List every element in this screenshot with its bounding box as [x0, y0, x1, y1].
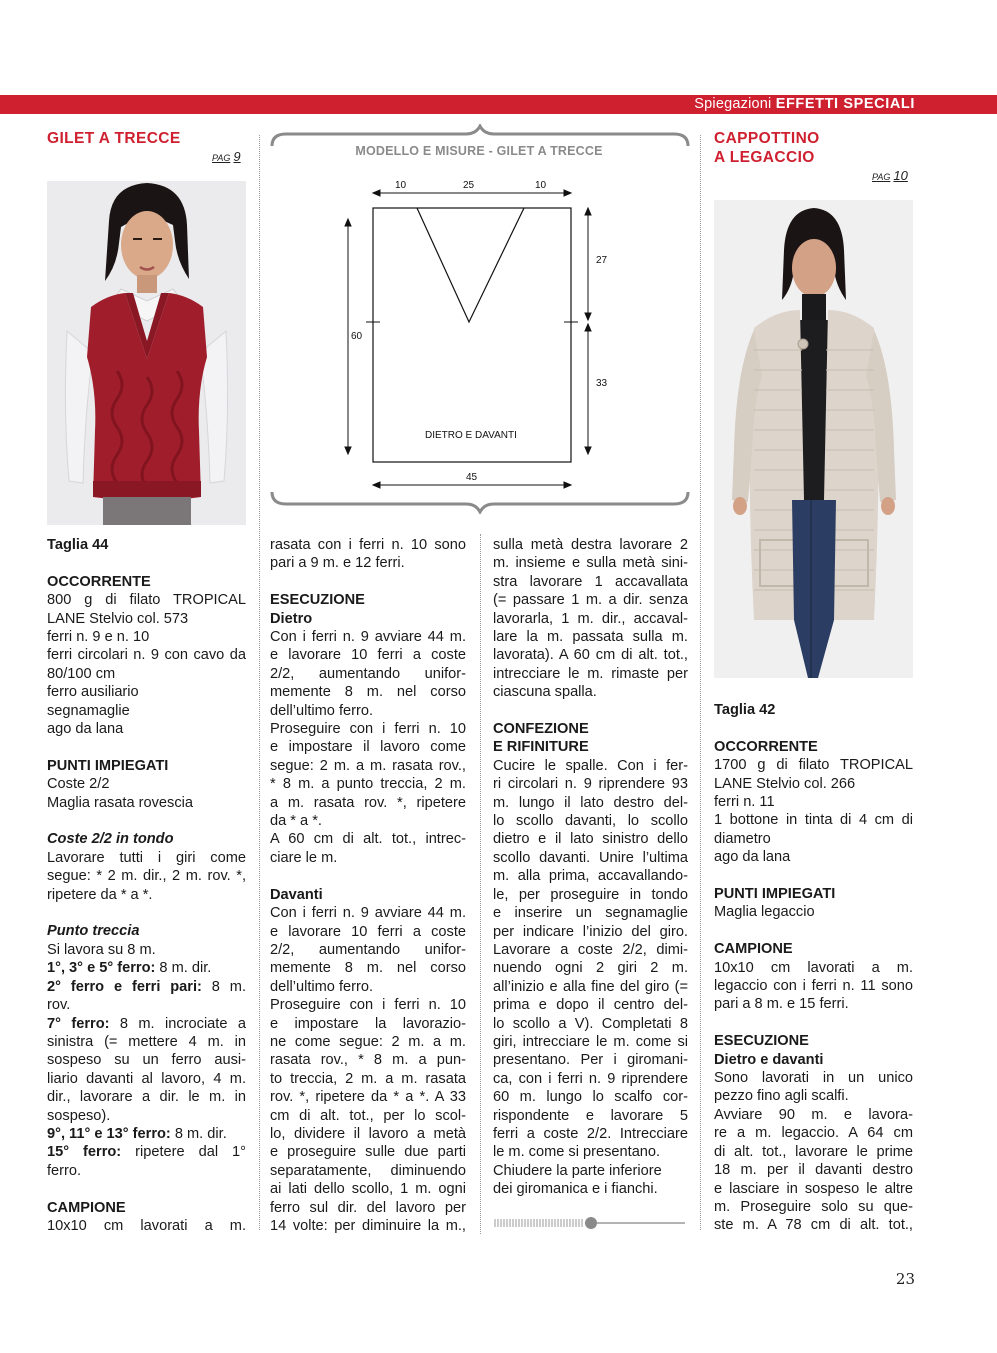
text-line: Lavorare a coste 2/2, dimi-	[493, 941, 688, 958]
text-line: 14 volte: per diminuire la m.,	[270, 1218, 466, 1234]
text-line: OCCORRENTE	[47, 573, 151, 590]
text-line: PUNTI IMPIEGATI	[47, 757, 169, 774]
text-line: Coste 2/2 in tondo	[47, 831, 174, 848]
column-divider	[480, 534, 481, 1234]
text-line: pari a 8 m. e 15 ferri.	[714, 996, 849, 1013]
text-line: da * a *.	[270, 813, 322, 830]
text-line: ai lati dello scollo, 1 m. ogni	[270, 1181, 466, 1198]
section-header-bar	[0, 95, 997, 114]
dim-top-center: 25	[463, 180, 475, 191]
text-line: Con i ferri n. 9 avviare 44 m.	[270, 629, 466, 646]
text-line: 2/2, aumentando unifor-	[270, 665, 466, 682]
text-line: per indicare l’inizio del giro.	[493, 923, 688, 940]
text-line: di alt. tot., lavorare le prime	[714, 1143, 913, 1160]
spacer	[47, 738, 246, 756]
text-line: memente 8 m. nel corso	[270, 960, 466, 977]
text-line: dell’ultimo ferro.	[270, 978, 374, 995]
vest-illustration	[47, 181, 246, 525]
text-line: ferri a coste 2/2. Intrecciare	[493, 1125, 688, 1142]
text-line: Maglia rasata rovescia	[47, 794, 194, 811]
dim-neck-depth: 27	[596, 255, 608, 266]
text-line: 10x10 cm lavorati a m.	[47, 1217, 246, 1234]
text-line: ferri n. 11	[714, 794, 775, 811]
text-line: ferri n. 9 e n. 10	[47, 629, 150, 646]
text-line: ago da lana	[714, 849, 791, 866]
text-line: Maglia legaccio	[714, 904, 815, 921]
text-line: OCCORRENTE	[714, 738, 818, 755]
text-line: all’inizio e alla fine del giro (=	[493, 978, 688, 995]
text-line: intrecciare le m. rimaste per	[493, 665, 688, 682]
text-line: e impostare il lavoro come	[270, 739, 466, 756]
text-line: le m. come si presentano.	[493, 1144, 661, 1161]
text-line: nuendo ogni 2 giri 2 m.	[493, 960, 688, 977]
text-line: ESECUZIONE	[270, 592, 365, 609]
text-line: rasata rov., * 8 m. a pun-	[270, 1052, 466, 1069]
text-line: lo scollo a V). Completati 8	[493, 1015, 688, 1032]
text-line: lavorarla, 1 m. dir., accaval-	[493, 610, 688, 627]
spacer	[47, 554, 246, 572]
text-line: Proseguire con i ferri n. 10	[270, 997, 466, 1014]
text-line: 800 g di filato TROPICAL	[47, 592, 246, 609]
text-line: Chiudere la parte inferiore	[493, 1162, 662, 1179]
text-line: 1 bottone in tinta di 4 cm di	[714, 812, 913, 829]
text-line: CONFEZIONE	[493, 721, 589, 738]
right-pattern-title: CAPPOTTINO A LEGACCIO	[714, 130, 820, 166]
diagram-title: MODELLO E MISURE - GILET A TRECCE	[355, 144, 603, 158]
row-label: 15° ferro:	[47, 1144, 122, 1161]
column-right	[714, 701, 913, 1235]
dim-height: 60	[351, 331, 363, 342]
spacer	[47, 904, 246, 922]
text-line: LANE Stelvio col. 266	[714, 775, 856, 792]
text-line: Taglia 44	[47, 537, 109, 553]
spacer	[714, 1014, 913, 1032]
text-line: LANE Stelvio col. 573	[47, 610, 189, 627]
text-line: presentano. Per i giromani-	[493, 1052, 688, 1069]
text-line: Cucire le spalle. Con i fer-	[493, 757, 688, 774]
left-pattern-title: GILET A TRECCE	[47, 130, 181, 147]
text-line: Proseguire con i ferri n. 10	[270, 721, 466, 738]
text-line: 60 m. lungo lo scalfo cor-	[493, 1089, 688, 1106]
piece-label: DIETRO E DAVANTI	[425, 430, 517, 441]
text-line: sospeso su un ferro ausi-	[47, 1052, 246, 1069]
text-line: lavorata). A 60 cm di alt. tot.,	[493, 647, 688, 664]
column-left	[47, 536, 246, 1235]
text-line: sospeso).	[47, 1107, 111, 1124]
text-line: Coste 2/2	[47, 776, 110, 793]
text-line: ciare le m.	[270, 849, 338, 866]
row-label: 9°, 11° e 13° ferro:	[47, 1125, 171, 1142]
spacer	[47, 812, 246, 830]
spacer	[270, 573, 466, 591]
text-line: Taglia 42	[714, 702, 776, 718]
text-line: m. alla prima, accavallando-	[493, 868, 688, 885]
dim-top-left: 10	[395, 180, 407, 191]
text-line: segnamaglie	[47, 702, 130, 719]
text-line: dei giromanica e i fianchi.	[493, 1181, 658, 1198]
text-line: 18 m. per il davanti destro	[714, 1162, 913, 1179]
dim-width: 45	[466, 472, 478, 483]
text-line: 9°, 11° e 13° ferro: 8 m. dir.	[47, 1125, 227, 1142]
text-line: giri, intrecciare le m. come si	[493, 1033, 688, 1050]
text-line: Con i ferri n. 9 avviare 44 m.	[270, 905, 466, 922]
text-line: m. insieme e sulla metà sini-	[493, 555, 688, 572]
text-line: re a m. legaccio. A 64 cm	[714, 1125, 913, 1142]
text-line: m. lungo il lato destro del-	[493, 794, 688, 811]
column-middle-left	[270, 536, 466, 1235]
text-line: stra lavorare 1 accavallata	[493, 573, 688, 590]
spacer	[714, 922, 913, 940]
text-line: ripetere da * a *.	[47, 886, 153, 903]
text-line: 2/2, aumentando unifor-	[270, 941, 466, 958]
text-line: prima e dopo il centro del-	[493, 997, 688, 1014]
text-line: 15° ferro: ripetere dal 1°	[47, 1144, 246, 1161]
text-line: to treccia, 2 m. a m. rasata	[270, 1070, 466, 1087]
text-line: dell’ultimo ferro.	[270, 702, 374, 719]
text-line: ferro ausiliario	[47, 684, 139, 701]
text-line: ferro sul dir. del lavoro per	[270, 1199, 466, 1216]
text-line: Dietro e davanti	[714, 1051, 824, 1068]
text-line: 80/100 cm	[47, 665, 116, 682]
text-line: lare la m. passata sulla m.	[493, 629, 688, 646]
text-line: liario davanti al lavoro, 4 m.	[47, 1070, 246, 1087]
dim-top-right: 10	[535, 180, 547, 191]
vest-photo	[47, 181, 246, 525]
text-line: lo, dividere il lavoro a metà	[270, 1125, 466, 1142]
text-line: CAMPIONE	[47, 1199, 126, 1216]
text-line: a m. rasata rov. *, ripetere	[270, 794, 466, 811]
text-line: ciascuna spalla.	[493, 684, 597, 701]
text-line: Avviare 90 m. e lavora-	[714, 1106, 913, 1123]
page-number: 23	[895, 1270, 915, 1288]
text-line: memente 8 m. nel corso	[270, 684, 466, 701]
column-divider	[700, 135, 701, 1230]
decorative-progress-rule	[493, 1216, 687, 1230]
text-line: 7° ferro: 8 m. incrociate a	[47, 1015, 246, 1032]
right-page-ref: PAG 10	[872, 168, 908, 183]
measurement-diagram	[262, 124, 698, 514]
text-line: A 60 cm di alt. tot., intrec-	[270, 831, 466, 848]
text-line: ago da lana	[47, 721, 124, 738]
text-line: Sono lavorati in un unico	[714, 1070, 913, 1087]
text-line: ESECUZIONE	[714, 1033, 809, 1050]
left-page-ref: PAG 9	[212, 149, 241, 164]
text-line: diametro	[714, 830, 771, 847]
text-line: Davanti	[270, 886, 323, 903]
text-line: e proseguire sulle due parti	[270, 1144, 466, 1161]
text-line: ri circolari n. 9 riprendere 93	[493, 776, 688, 793]
text-line: E RIFINITURE	[493, 739, 589, 756]
text-line: 1°, 3° e 5° ferro: 8 m. dir.	[47, 960, 212, 977]
spacer	[270, 867, 466, 885]
text-line: e lavorare 10 ferri a coste	[270, 647, 466, 664]
spacer	[493, 702, 688, 720]
spacer	[47, 1180, 246, 1198]
text-line: dietro e il lato sinistro dello	[493, 831, 688, 848]
garment-outline	[366, 208, 578, 462]
row-label: 1°, 3° e 5° ferro:	[47, 960, 156, 977]
text-line: PUNTI IMPIEGATI	[714, 886, 836, 903]
text-line: rispondente e lavorare 5	[493, 1107, 688, 1124]
text-line: ste m. A 78 cm di alt. tot.,	[714, 1217, 913, 1234]
text-line: segue: 2 m. a m. rasata rov.,	[270, 757, 466, 774]
text-line: ca, con i ferri n. 9 riprendere	[493, 1070, 688, 1087]
text-line: scollo davanti. Unire l’ultima	[493, 849, 688, 866]
text-line: segue: * 2 m. dir., 2 m. rov. *,	[47, 868, 246, 885]
row-label: 2° ferro e ferri pari:	[47, 978, 202, 995]
text-line: * 8 m. a punto treccia, 2 m.	[270, 776, 466, 793]
slider-knob	[585, 1217, 597, 1229]
text-line: CAMPIONE	[714, 941, 793, 958]
text-line: legaccio con i ferri n. 11 sono	[714, 978, 913, 995]
text-line: Dietro	[270, 610, 313, 627]
text-line: sulla metà destra lavorare 2	[493, 537, 688, 553]
row-label: 7° ferro:	[47, 1015, 110, 1032]
coat-illustration	[714, 200, 913, 678]
text-line: pari a 9 m. e 12 ferri.	[270, 555, 405, 572]
text-line: lo scollo davanti, lo scollo	[493, 813, 688, 830]
text-line: Lavorare tutti i giri come	[47, 849, 246, 866]
section-title: EFFETTI SPECIALI	[775, 96, 915, 112]
text-line: e lasciare in sospeso le altre	[714, 1180, 913, 1197]
text-line: e inserire un segnamaglie	[493, 905, 688, 922]
text-line: m. Proseguire solo su que-	[714, 1198, 913, 1215]
section-header-text: Spiegazioni EFFETTI SPECIALI	[694, 96, 915, 112]
text-line: separatamente, diminuendo	[270, 1162, 466, 1179]
text-line: ne come segue: 2 m. a m.	[270, 1033, 466, 1050]
text-line: sinistra (= mettere 4 m. in	[47, 1033, 246, 1050]
text-line: rov. *, ripetere da * a *. A 33	[270, 1089, 466, 1106]
spacer	[714, 719, 913, 737]
text-line: rov.	[47, 997, 71, 1014]
column-divider	[259, 135, 260, 1230]
text-line: Punto treccia	[47, 923, 140, 940]
text-line: (= passare 1 m. a dir. senza	[493, 592, 688, 609]
column-middle-right	[493, 536, 688, 1199]
text-line: ferro.	[47, 1162, 82, 1179]
text-line: dir., lavorare a dir. le m. in	[47, 1089, 246, 1106]
text-line: 10x10 cm lavorati a m.	[714, 959, 913, 976]
text-line: e lavorare 10 ferri a coste	[270, 923, 466, 940]
text-line: 1700 g di filato TROPICAL	[714, 757, 913, 774]
text-line: Si lavora su 8 m.	[47, 941, 156, 958]
text-line: ferri circolari n. 9 con cavo da	[47, 647, 246, 664]
coat-photo	[714, 200, 913, 678]
text-line: rasata con i ferri n. 10 sono	[270, 537, 466, 553]
text-line: pezzo fino agli scalfi.	[714, 1088, 849, 1105]
spacer	[714, 867, 913, 885]
text-line: 2° ferro e ferri pari: 8 m.	[47, 978, 246, 995]
text-line: cm di alt. tot., per lo scol-	[270, 1107, 466, 1124]
text-line: le, per proseguire in tondo	[493, 886, 688, 903]
text-line: e impostare la lavorazio-	[270, 1015, 466, 1032]
dim-lower-height: 33	[596, 378, 608, 389]
